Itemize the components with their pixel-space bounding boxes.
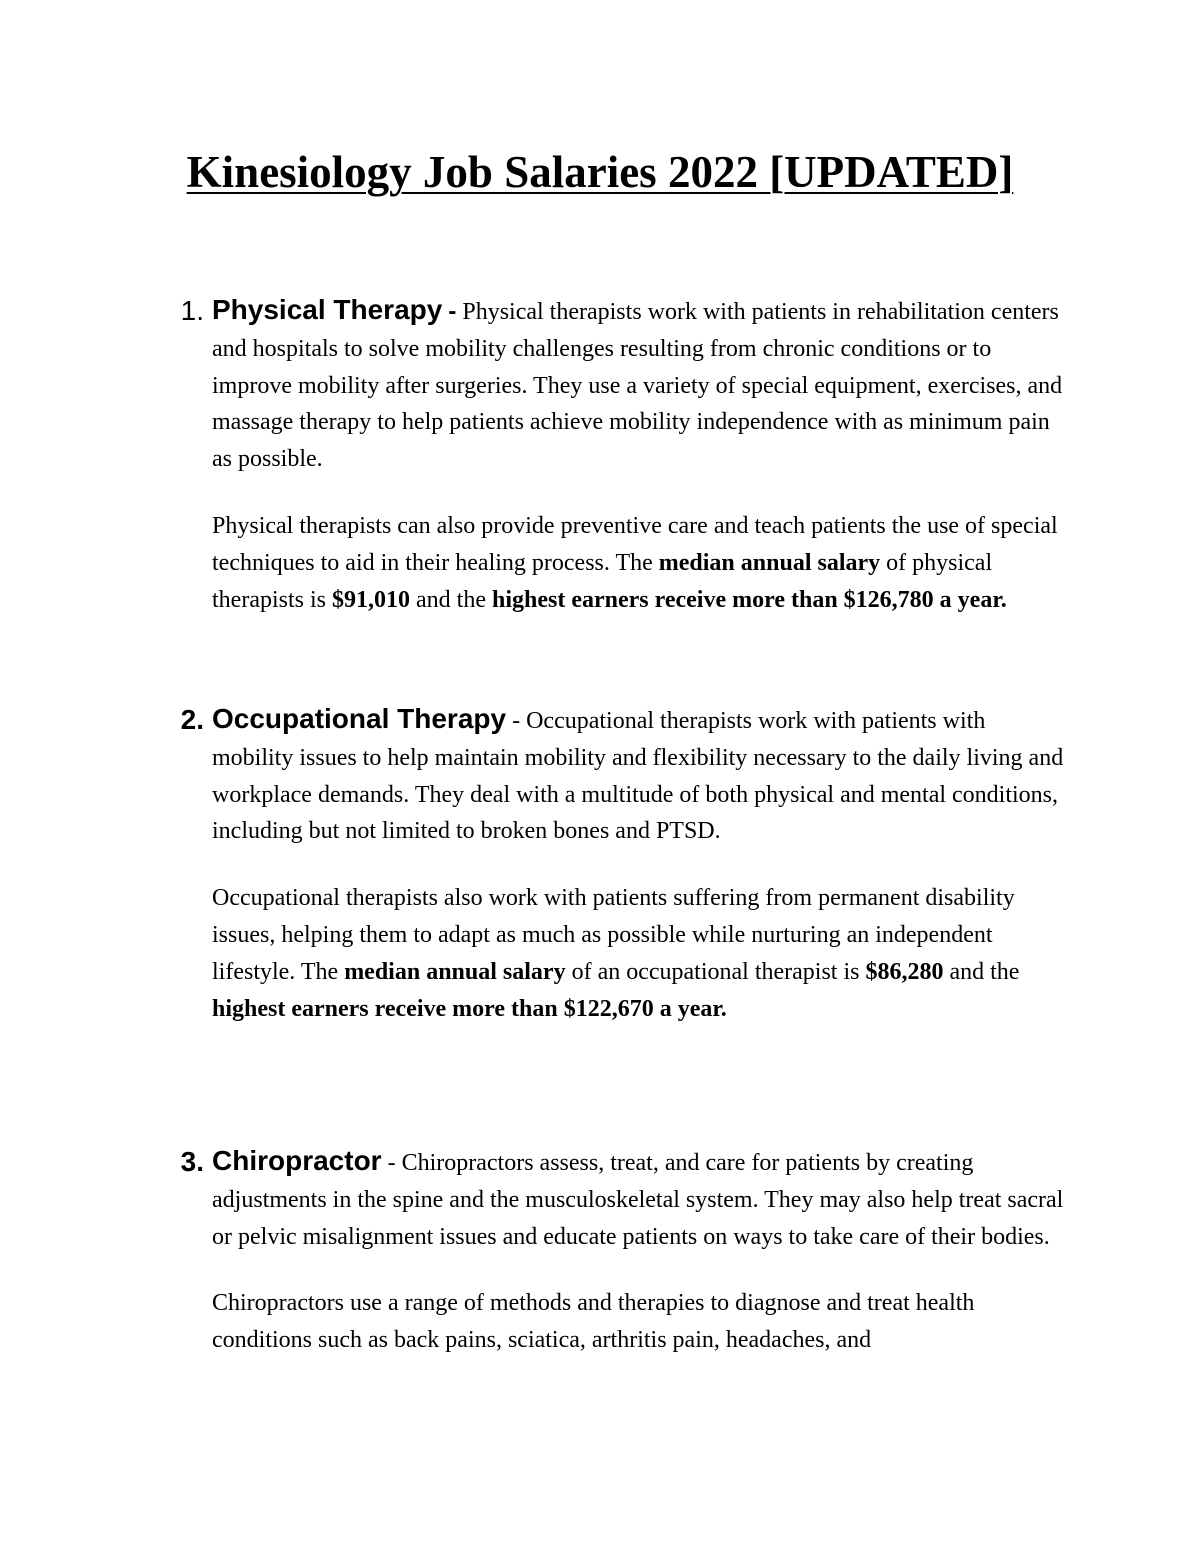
intro-text: Occupational therapists work with patients with mobility issues to help maintain mobility and flexibility necessary to the daily living and workplace demands. They deal with a multitude of both physical and mental conditions, including but not limited to broken bones and PTSD. (212, 708, 1064, 845)
heading-separator: - (512, 708, 521, 734)
median-salary-label: median annual salary (344, 958, 566, 985)
paragraph-text: Chiropractors use a range of methods and therapies to diagnose and treat health conditions such as back pains, sciatica, arthritis pain, headaches, and (212, 1290, 975, 1354)
paragraph-text: Physical therapists can also provide preventive care and teach patients the use of special techniques to aid in their healing process. The (212, 512, 1058, 576)
heading-separator: - (448, 298, 457, 325)
list-item-occupational-therapy (180, 701, 1072, 1027)
list-item-chiropractor (180, 1143, 1072, 1359)
list-number: 2. (180, 704, 204, 735)
section-salary-paragraph (212, 880, 1072, 1027)
section-heading: Chiropractor (212, 1145, 382, 1176)
section-methods-paragraph (212, 1285, 1072, 1359)
median-salary-label: median annual salary (658, 549, 881, 576)
paragraph-text: and the (943, 958, 1020, 985)
paragraph-text: Occupational therapists also work with patients suffering from permanent disability issues, helping them to adapt as much as possible while nurturing an independent lifestyle. The (212, 885, 1015, 985)
heading-separator: - (387, 1150, 396, 1176)
list-number: 3. (180, 1146, 204, 1177)
highest-earners-text: highest earners receive more than $122,670 a year. (212, 995, 727, 1022)
paragraph-text: and the (410, 586, 492, 613)
section-intro (212, 701, 1072, 850)
median-salary-value: $86,280 (865, 958, 944, 985)
intro-text: Chiropractors assess, treat, and care for patients by creating adjustments in the spine and the musculoskeletal system. They may also help treat sacral or pelvic misalignment issues and educate patients on ways to take care of their bodies. (212, 1150, 1064, 1250)
section-heading: Occupational Therapy (212, 703, 507, 734)
page-title: Kinesiology Job Salaries 2022 [UPDATED] (186, 147, 1014, 197)
list-item-physical-therapy (180, 292, 1072, 618)
section-intro (212, 292, 1072, 478)
section-intro (212, 1143, 1072, 1255)
list-number: 1. (180, 295, 204, 326)
paragraph-text: of an occupational therapist is (565, 958, 866, 985)
median-salary-value: $91,010 (332, 586, 410, 613)
section-heading: Physical Therapy (212, 294, 443, 325)
section-salary-paragraph (212, 508, 1072, 618)
paragraph-text: of physical therapists is (212, 549, 993, 613)
intro-text: Physical therapists work with patients in rehabilitation centers and hospitals to solve mobility challenges resulting from chronic conditions or to improve mobility after surgeries. They use a variety of special equipment, exercises, and massage therapy to help patients achieve mobility independence with as minimum pain as possible. (212, 299, 1063, 473)
highest-earners-text: highest earners receive more than $126,780 a year. (491, 586, 1007, 613)
